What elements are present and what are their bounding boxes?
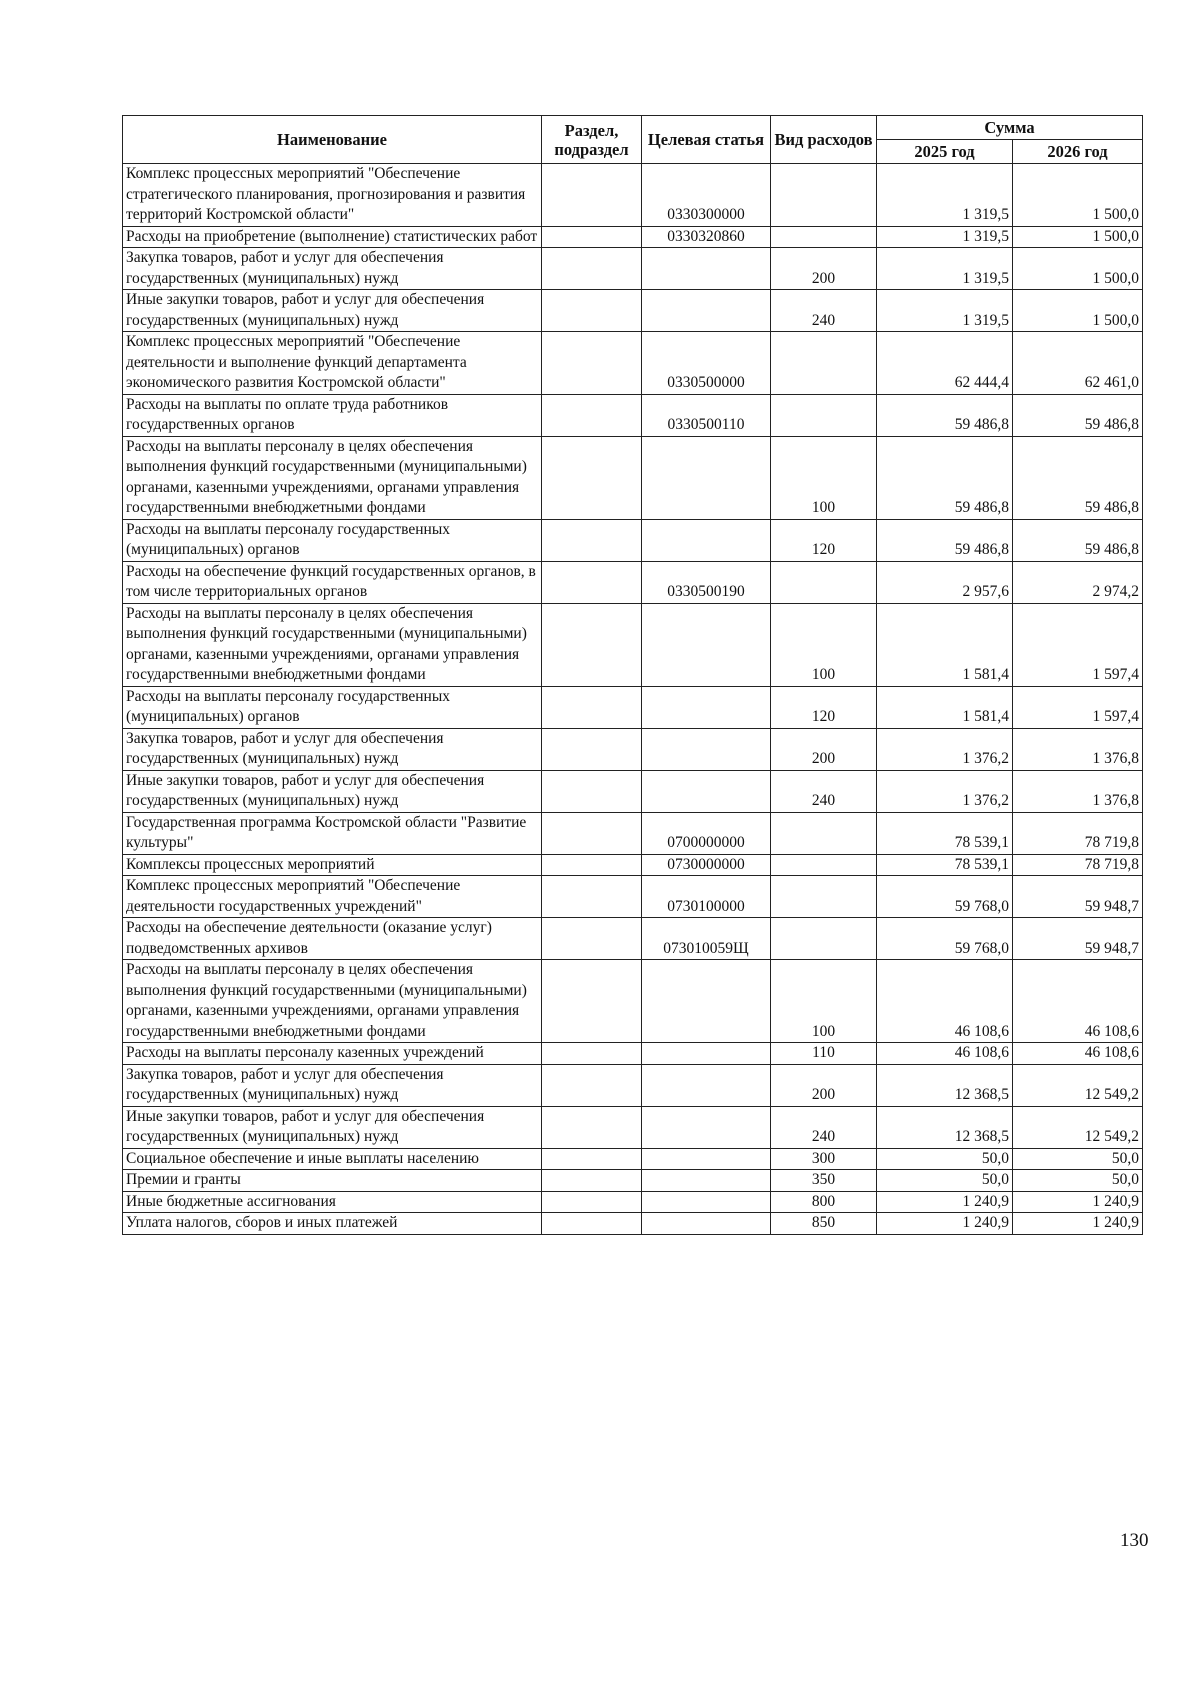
row-section-cell bbox=[542, 728, 642, 770]
row-section-cell bbox=[542, 918, 642, 960]
row-expense-type-cell bbox=[771, 226, 877, 248]
table-row bbox=[123, 1191, 1143, 1213]
row-sum-2026-cell: 59 486,8 bbox=[1013, 394, 1143, 436]
table-row bbox=[123, 394, 1143, 436]
row-target-article-cell: 0330500110 bbox=[642, 394, 771, 436]
row-sum-2025-cell: 46 108,6 bbox=[877, 960, 1013, 1043]
row-expense-type-cell bbox=[771, 854, 877, 876]
budget-table bbox=[122, 115, 1143, 1235]
row-sum-2026-cell: 50,0 bbox=[1013, 1148, 1143, 1170]
row-target-article-cell bbox=[642, 728, 771, 770]
row-section-cell bbox=[542, 164, 642, 227]
row-section-cell bbox=[542, 519, 642, 561]
row-sum-2025-cell: 12 368,5 bbox=[877, 1106, 1013, 1148]
row-sum-2025-cell: 59 486,8 bbox=[877, 436, 1013, 519]
table-row bbox=[123, 561, 1143, 603]
table-row bbox=[123, 1064, 1143, 1106]
row-section-cell bbox=[542, 812, 642, 854]
row-name-cell: Комплексы процессных мероприятий bbox=[123, 854, 542, 876]
table-body bbox=[123, 164, 1143, 1235]
row-sum-2026-cell: 1 376,8 bbox=[1013, 728, 1143, 770]
row-name-cell: Закупка товаров, работ и услуг для обеспечения государственных (муниципальных) нужд bbox=[123, 1064, 542, 1106]
row-sum-2026-cell: 1 500,0 bbox=[1013, 290, 1143, 332]
row-name-cell: Расходы на выплаты персоналу в целях обеспечения выполнения функций государственными (муниципальными) органами, казенными учреждениями, органами управления государственными внебюджетными фондами bbox=[123, 436, 542, 519]
row-sum-2025-cell: 59 486,8 bbox=[877, 394, 1013, 436]
row-sum-2025-cell: 78 539,1 bbox=[877, 854, 1013, 876]
row-section-cell bbox=[542, 436, 642, 519]
row-sum-2025-cell: 1 319,5 bbox=[877, 164, 1013, 227]
row-target-article-cell bbox=[642, 290, 771, 332]
row-sum-2025-cell: 2 957,6 bbox=[877, 561, 1013, 603]
row-name-cell: Расходы на приобретение (выполнение) статистических работ bbox=[123, 226, 542, 248]
row-expense-type-cell: 240 bbox=[771, 1106, 877, 1148]
table-row bbox=[123, 1148, 1143, 1170]
row-expense-type-cell: 200 bbox=[771, 728, 877, 770]
table-row bbox=[123, 436, 1143, 519]
row-sum-2025-cell: 1 319,5 bbox=[877, 226, 1013, 248]
row-target-article-cell bbox=[642, 1170, 771, 1192]
table-row bbox=[123, 1213, 1143, 1235]
row-name-cell: Уплата налогов, сборов и иных платежей bbox=[123, 1213, 542, 1235]
row-section-cell bbox=[542, 876, 642, 918]
row-section-cell bbox=[542, 394, 642, 436]
row-name-cell: Закупка товаров, работ и услуг для обеспечения государственных (муниципальных) нужд bbox=[123, 728, 542, 770]
row-target-article-cell: 0330300000 bbox=[642, 164, 771, 227]
row-name-cell: Комплекс процессных мероприятий "Обеспечение деятельности государственных учреждений" bbox=[123, 876, 542, 918]
row-expense-type-cell: 100 bbox=[771, 960, 877, 1043]
header-expense-type: Вид расходов bbox=[771, 116, 877, 164]
row-target-article-cell bbox=[642, 248, 771, 290]
row-section-cell bbox=[542, 290, 642, 332]
row-name-cell: Расходы на выплаты персоналу государственных (муниципальных) органов bbox=[123, 519, 542, 561]
row-expense-type-cell: 120 bbox=[771, 519, 877, 561]
row-expense-type-cell bbox=[771, 561, 877, 603]
row-target-article-cell bbox=[642, 1106, 771, 1148]
row-sum-2025-cell: 59 768,0 bbox=[877, 918, 1013, 960]
row-target-article-cell bbox=[642, 1064, 771, 1106]
row-target-article-cell bbox=[642, 960, 771, 1043]
row-sum-2026-cell: 50,0 bbox=[1013, 1170, 1143, 1192]
row-section-cell bbox=[542, 226, 642, 248]
row-name-cell: Комплекс процессных мероприятий "Обеспечение стратегического планирования, прогнозирования и развития территорий Костромской области" bbox=[123, 164, 542, 227]
table-row bbox=[123, 1106, 1143, 1148]
table-row bbox=[123, 164, 1143, 227]
row-sum-2025-cell: 1 240,9 bbox=[877, 1213, 1013, 1235]
row-target-article-cell: 0730100000 bbox=[642, 876, 771, 918]
row-sum-2025-cell: 62 444,4 bbox=[877, 332, 1013, 395]
row-sum-2026-cell: 46 108,6 bbox=[1013, 1043, 1143, 1065]
row-target-article-cell: 0330320860 bbox=[642, 226, 771, 248]
row-sum-2025-cell: 59 768,0 bbox=[877, 876, 1013, 918]
table-row bbox=[123, 519, 1143, 561]
row-sum-2026-cell: 1 500,0 bbox=[1013, 226, 1143, 248]
row-sum-2026-cell: 62 461,0 bbox=[1013, 332, 1143, 395]
row-name-cell: Закупка товаров, работ и услуг для обеспечения государственных (муниципальных) нужд bbox=[123, 248, 542, 290]
row-expense-type-cell: 120 bbox=[771, 686, 877, 728]
row-section-cell bbox=[542, 770, 642, 812]
row-name-cell: Премии и гранты bbox=[123, 1170, 542, 1192]
row-expense-type-cell bbox=[771, 164, 877, 227]
row-target-article-cell bbox=[642, 1191, 771, 1213]
row-name-cell: Расходы на выплаты по оплате труда работников государственных органов bbox=[123, 394, 542, 436]
row-name-cell: Иные закупки товаров, работ и услуг для обеспечения государственных (муниципальных) нужд bbox=[123, 770, 542, 812]
row-name-cell: Расходы на обеспечение функций государственных органов, в том числе территориальных органов bbox=[123, 561, 542, 603]
row-expense-type-cell bbox=[771, 918, 877, 960]
row-section-cell bbox=[542, 561, 642, 603]
table-row bbox=[123, 728, 1143, 770]
row-name-cell: Иные закупки товаров, работ и услуг для обеспечения государственных (муниципальных) нужд bbox=[123, 1106, 542, 1148]
row-sum-2026-cell: 2 974,2 bbox=[1013, 561, 1143, 603]
row-target-article-cell bbox=[642, 770, 771, 812]
table-row bbox=[123, 226, 1143, 248]
row-sum-2026-cell: 59 486,8 bbox=[1013, 436, 1143, 519]
row-sum-2025-cell: 50,0 bbox=[877, 1170, 1013, 1192]
row-name-cell: Расходы на обеспечение деятельности (оказание услуг) подведомственных архивов bbox=[123, 918, 542, 960]
table-row bbox=[123, 918, 1143, 960]
row-target-article-cell: 0330500000 bbox=[642, 332, 771, 395]
row-expense-type-cell: 100 bbox=[771, 603, 877, 686]
row-expense-type-cell: 800 bbox=[771, 1191, 877, 1213]
row-sum-2026-cell: 78 719,8 bbox=[1013, 854, 1143, 876]
row-section-cell bbox=[542, 1170, 642, 1192]
row-expense-type-cell: 240 bbox=[771, 290, 877, 332]
row-section-cell bbox=[542, 854, 642, 876]
row-target-article-cell bbox=[642, 436, 771, 519]
row-sum-2025-cell: 12 368,5 bbox=[877, 1064, 1013, 1106]
row-target-article-cell: 0700000000 bbox=[642, 812, 771, 854]
table-row bbox=[123, 332, 1143, 395]
row-sum-2025-cell: 78 539,1 bbox=[877, 812, 1013, 854]
row-target-article-cell bbox=[642, 1043, 771, 1065]
row-name-cell: Иные бюджетные ассигнования bbox=[123, 1191, 542, 1213]
table-row bbox=[123, 290, 1143, 332]
row-sum-2026-cell: 1 376,8 bbox=[1013, 770, 1143, 812]
row-section-cell bbox=[542, 1043, 642, 1065]
row-sum-2026-cell: 1 500,0 bbox=[1013, 164, 1143, 227]
row-expense-type-cell bbox=[771, 332, 877, 395]
table-row bbox=[123, 854, 1143, 876]
row-section-cell bbox=[542, 603, 642, 686]
row-expense-type-cell bbox=[771, 876, 877, 918]
row-target-article-cell: 073010059Щ bbox=[642, 918, 771, 960]
table-header bbox=[123, 116, 1143, 164]
row-name-cell: Расходы на выплаты персоналу в целях обеспечения выполнения функций государственными (муниципальными) органами, казенными учреждениями, органами управления государственными внебюджетными фондами bbox=[123, 603, 542, 686]
row-expense-type-cell: 100 bbox=[771, 436, 877, 519]
row-expense-type-cell bbox=[771, 812, 877, 854]
page-number: 130 bbox=[1120, 1530, 1149, 1551]
row-section-cell bbox=[542, 1191, 642, 1213]
row-sum-2025-cell: 1 376,2 bbox=[877, 770, 1013, 812]
row-target-article-cell bbox=[642, 603, 771, 686]
table-row bbox=[123, 1170, 1143, 1192]
row-section-cell bbox=[542, 248, 642, 290]
row-name-cell: Расходы на выплаты персоналу в целях обеспечения выполнения функций государственными (муниципальными) органами, казенными учреждениями, органами управления государственными внебюджетными фондами bbox=[123, 960, 542, 1043]
row-sum-2026-cell: 78 719,8 bbox=[1013, 812, 1143, 854]
row-expense-type-cell: 350 bbox=[771, 1170, 877, 1192]
row-name-cell: Комплекс процессных мероприятий "Обеспечение деятельности и выполнение функций департамента экономического развития Костромской области" bbox=[123, 332, 542, 395]
header-target-article: Целевая статья bbox=[642, 116, 771, 164]
row-sum-2025-cell: 1 581,4 bbox=[877, 603, 1013, 686]
row-section-cell bbox=[542, 1106, 642, 1148]
row-target-article-cell bbox=[642, 519, 771, 561]
row-target-article-cell bbox=[642, 686, 771, 728]
table-row bbox=[123, 960, 1143, 1043]
table-row bbox=[123, 603, 1143, 686]
table-row bbox=[123, 770, 1143, 812]
table-row bbox=[123, 686, 1143, 728]
row-sum-2025-cell: 1 319,5 bbox=[877, 290, 1013, 332]
row-expense-type-cell: 200 bbox=[771, 248, 877, 290]
row-expense-type-cell bbox=[771, 394, 877, 436]
table-row bbox=[123, 876, 1143, 918]
row-expense-type-cell: 200 bbox=[771, 1064, 877, 1106]
table-row bbox=[123, 248, 1143, 290]
row-sum-2026-cell: 1 500,0 bbox=[1013, 248, 1143, 290]
table-row bbox=[123, 1043, 1143, 1065]
row-section-cell bbox=[542, 960, 642, 1043]
row-expense-type-cell: 240 bbox=[771, 770, 877, 812]
header-section: Раздел, подраздел bbox=[542, 116, 642, 164]
header-name: Наименование bbox=[123, 116, 542, 164]
row-sum-2026-cell: 12 549,2 bbox=[1013, 1064, 1143, 1106]
row-section-cell bbox=[542, 1064, 642, 1106]
row-sum-2026-cell: 46 108,6 bbox=[1013, 960, 1143, 1043]
row-name-cell: Государственная программа Костромской области "Развитие культуры" bbox=[123, 812, 542, 854]
header-year-2025: 2025 год bbox=[877, 140, 1013, 164]
row-sum-2026-cell: 1 240,9 bbox=[1013, 1191, 1143, 1213]
row-sum-2025-cell: 1 581,4 bbox=[877, 686, 1013, 728]
row-expense-type-cell: 300 bbox=[771, 1148, 877, 1170]
row-sum-2026-cell: 1 240,9 bbox=[1013, 1213, 1143, 1235]
row-section-cell bbox=[542, 332, 642, 395]
table-row bbox=[123, 812, 1143, 854]
row-sum-2026-cell: 59 486,8 bbox=[1013, 519, 1143, 561]
row-name-cell: Расходы на выплаты персоналу государственных (муниципальных) органов bbox=[123, 686, 542, 728]
row-target-article-cell: 0730000000 bbox=[642, 854, 771, 876]
row-sum-2025-cell: 46 108,6 bbox=[877, 1043, 1013, 1065]
row-sum-2025-cell: 50,0 bbox=[877, 1148, 1013, 1170]
row-sum-2026-cell: 12 549,2 bbox=[1013, 1106, 1143, 1148]
row-sum-2025-cell: 1 376,2 bbox=[877, 728, 1013, 770]
row-name-cell: Социальное обеспечение и иные выплаты населению bbox=[123, 1148, 542, 1170]
row-expense-type-cell: 110 bbox=[771, 1043, 877, 1065]
row-section-cell bbox=[542, 1213, 642, 1235]
row-target-article-cell bbox=[642, 1148, 771, 1170]
row-name-cell: Иные закупки товаров, работ и услуг для обеспечения государственных (муниципальных) нужд bbox=[123, 290, 542, 332]
header-year-2026: 2026 год bbox=[1013, 140, 1143, 164]
row-name-cell: Расходы на выплаты персоналу казенных учреждений bbox=[123, 1043, 542, 1065]
row-expense-type-cell: 850 bbox=[771, 1213, 877, 1235]
row-section-cell bbox=[542, 686, 642, 728]
row-section-cell bbox=[542, 1148, 642, 1170]
row-sum-2025-cell: 1 319,5 bbox=[877, 248, 1013, 290]
row-sum-2026-cell: 1 597,4 bbox=[1013, 603, 1143, 686]
row-sum-2026-cell: 59 948,7 bbox=[1013, 876, 1143, 918]
header-sum: Сумма bbox=[877, 116, 1143, 140]
row-sum-2025-cell: 1 240,9 bbox=[877, 1191, 1013, 1213]
row-target-article-cell: 0330500190 bbox=[642, 561, 771, 603]
row-sum-2026-cell: 59 948,7 bbox=[1013, 918, 1143, 960]
row-sum-2025-cell: 59 486,8 bbox=[877, 519, 1013, 561]
row-target-article-cell bbox=[642, 1213, 771, 1235]
row-sum-2026-cell: 1 597,4 bbox=[1013, 686, 1143, 728]
